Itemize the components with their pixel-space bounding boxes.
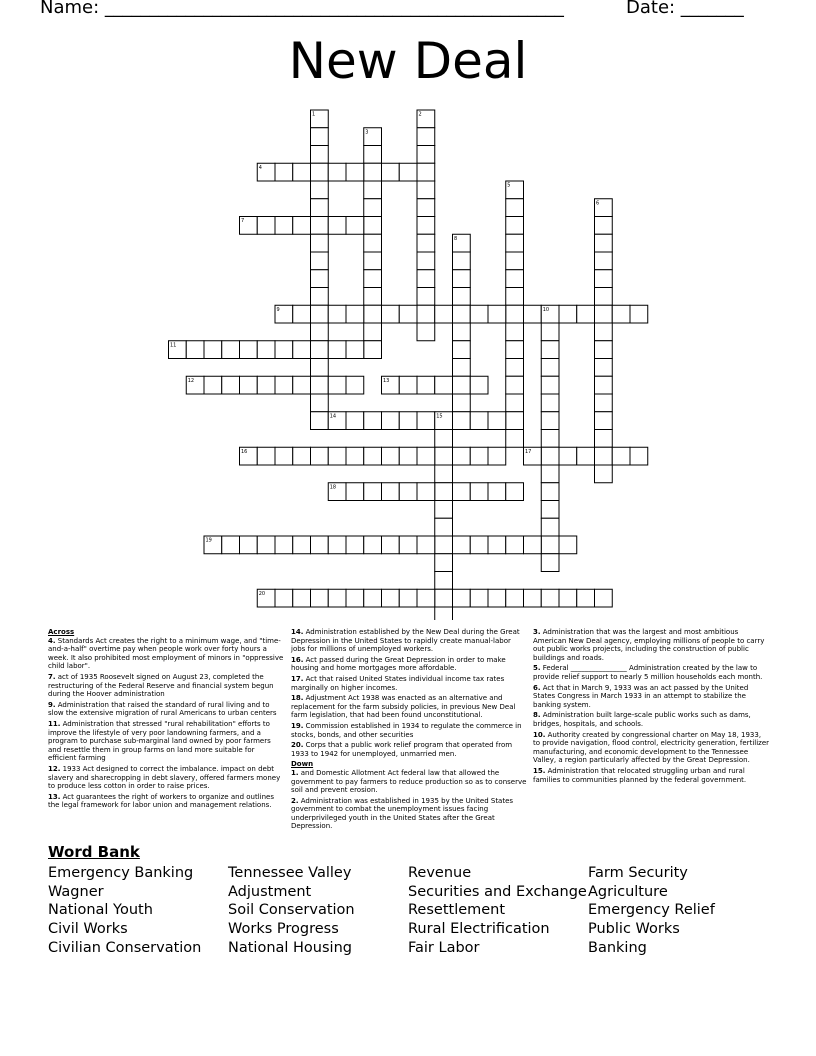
crossword-cell[interactable] — [311, 341, 329, 359]
crossword-cell[interactable] — [382, 483, 400, 501]
crossword-cell[interactable] — [417, 217, 435, 235]
crossword-cell[interactable] — [382, 589, 400, 607]
crossword-cell[interactable] — [541, 412, 559, 430]
clues-column-3 — [533, 628, 769, 786]
crossword-cell[interactable] — [293, 163, 311, 181]
crossword-cell[interactable] — [275, 163, 293, 181]
crossword-cell[interactable] — [328, 536, 346, 554]
clue-number-label: 17 — [525, 448, 532, 455]
crossword-cell[interactable] — [364, 589, 382, 607]
crossword-cell[interactable] — [506, 394, 524, 412]
crossword-cell[interactable] — [595, 270, 613, 288]
crossword-cell[interactable] — [311, 270, 329, 288]
word-bank-item: Emergency Relief — [588, 902, 715, 919]
crossword-cell[interactable] — [364, 181, 382, 199]
crossword-cell[interactable] — [417, 447, 435, 465]
word-bank-item: Emergency Banking — [48, 865, 194, 881]
crossword-cell[interactable] — [399, 376, 417, 394]
crossword-cell[interactable] — [453, 483, 471, 501]
clue-number-label: 8 — [454, 235, 458, 242]
crossword-cell[interactable] — [346, 376, 364, 394]
crossword-cell[interactable] — [417, 199, 435, 217]
crossword-cell[interactable] — [311, 199, 329, 217]
crossword-cell[interactable] — [506, 217, 524, 235]
crossword-cell[interactable] — [435, 501, 453, 519]
clue-number-label: 4 — [258, 164, 262, 171]
crossword-cell[interactable] — [524, 589, 542, 607]
crossword-cell[interactable] — [453, 394, 471, 412]
crossword-cell[interactable] — [382, 163, 400, 181]
crossword-cell[interactable] — [435, 430, 453, 448]
word-bank-item: Civilian Conservation — [48, 939, 202, 956]
crossword-cell[interactable] — [311, 146, 329, 164]
crossword-cell[interactable] — [435, 465, 453, 483]
crossword-cell[interactable] — [311, 163, 329, 181]
crossword-cell[interactable] — [595, 412, 613, 430]
crossword-cell[interactable] — [382, 447, 400, 465]
crossword-cell[interactable] — [453, 252, 471, 270]
crossword-cell[interactable] — [506, 359, 524, 377]
crossword-cell[interactable] — [470, 412, 488, 430]
crossword-cell[interactable] — [257, 447, 275, 465]
crossword-cell[interactable] — [311, 536, 329, 554]
crossword-cell[interactable] — [470, 305, 488, 323]
clue-down-5: 5. Federal ________________ Administration created by the law to provide relief support to nearly 5 million households each month. — [533, 664, 763, 681]
crossword-cell[interactable] — [311, 128, 329, 146]
crossword-cell[interactable] — [541, 430, 559, 448]
crossword-cell[interactable] — [435, 554, 453, 572]
crossword-cell[interactable] — [417, 483, 435, 501]
crossword-cell[interactable] — [364, 341, 382, 359]
crossword-cell[interactable] — [541, 376, 559, 394]
crossword-cell[interactable] — [435, 376, 453, 394]
crossword-cell[interactable] — [257, 341, 275, 359]
crossword-cell[interactable] — [559, 536, 577, 554]
crossword-cell[interactable] — [328, 217, 346, 235]
crossword-cell[interactable] — [435, 305, 453, 323]
clue-number-label: 7 — [241, 218, 245, 224]
word-bank-item: Resettlement — [408, 902, 506, 919]
crossword-cell[interactable] — [470, 536, 488, 554]
word-bank-item: Revenue — [408, 865, 472, 881]
crossword-cell[interactable] — [506, 288, 524, 306]
crossword-cell[interactable] — [364, 323, 382, 341]
crossword-cell[interactable] — [293, 217, 311, 235]
crossword-cell[interactable] — [382, 412, 400, 430]
crossword-cell[interactable] — [453, 412, 471, 430]
crossword-cell[interactable] — [541, 394, 559, 412]
word-bank-item: Works Progress — [228, 921, 339, 938]
crossword-cell[interactable] — [595, 465, 613, 483]
crossword-cell[interactable] — [293, 589, 311, 607]
crossword-cell[interactable] — [311, 288, 329, 306]
crossword-cell[interactable] — [595, 341, 613, 359]
crossword-cell[interactable] — [311, 181, 329, 199]
crossword-cell[interactable] — [453, 376, 471, 394]
word-bank-item: Civil Works — [48, 921, 128, 938]
crossword-cell[interactable] — [506, 430, 524, 448]
crossword-cell[interactable] — [328, 163, 346, 181]
clue-across-7: 7. act of 1935 Roosevelt signed on August 23, completed the restructuring of the Federal Reserve and financial system begun during the Hoover administration — [48, 672, 274, 699]
crossword-cell[interactable] — [346, 483, 364, 501]
word-bank-item: Fair Labor — [408, 939, 480, 956]
crossword-cell[interactable] — [364, 288, 382, 306]
clue-across-4: 4. Standards Act creates the right to a minimum wage, and "time-and-a-half" overtime pay when people work over forty hours a week. It also prohibited most employment of minors in "oppressive child labor". — [48, 636, 284, 671]
clue-across-18: 18. Adjustment Act 1938 was enacted as an alternative and replacement for the farm subsidy policies, in previous New Deal farm legislation, that had been found unconstitutional. — [291, 694, 516, 720]
crossword-cell[interactable] — [311, 359, 329, 377]
crossword-cell[interactable] — [417, 288, 435, 306]
word-bank-column — [48, 864, 201, 958]
crossword-cell[interactable] — [417, 305, 435, 323]
crossword-cell[interactable] — [204, 376, 222, 394]
crossword-cell[interactable] — [222, 376, 240, 394]
crossword-cell[interactable] — [524, 305, 542, 323]
crossword-cell[interactable] — [346, 163, 364, 181]
clue-number-label: 20 — [258, 590, 266, 597]
crossword-cell[interactable] — [541, 465, 559, 483]
crossword-cell[interactable] — [275, 217, 293, 235]
crossword-cell[interactable] — [257, 376, 275, 394]
crossword-cell[interactable] — [275, 341, 293, 359]
crossword-cell[interactable] — [453, 447, 471, 465]
crossword-cell[interactable] — [453, 536, 471, 554]
word-bank-column — [228, 864, 355, 958]
crossword-cell[interactable] — [453, 359, 471, 377]
clue-number-label: 11 — [170, 342, 177, 349]
clue-number-label: 1 — [312, 111, 316, 118]
crossword-cell[interactable] — [488, 412, 506, 430]
crossword-cell[interactable] — [257, 217, 275, 235]
crossword-cell[interactable] — [577, 589, 595, 607]
crossword-cell[interactable] — [346, 341, 364, 359]
crossword-cell[interactable] — [559, 305, 577, 323]
crossword-cell[interactable] — [311, 252, 329, 270]
crossword-cell[interactable] — [435, 589, 453, 607]
clue-number-label: 5 — [507, 182, 511, 189]
clue-down-1: 1. and Domestic Allotment Act federal law that allowed the government to pay farmers to reduce production so as to conserve soil and prevent erosion. — [291, 768, 527, 795]
crossword-cell[interactable] — [488, 536, 506, 554]
crossword-cell[interactable] — [506, 589, 524, 607]
crossword-cell[interactable] — [311, 217, 329, 235]
crossword-cell[interactable] — [506, 323, 524, 341]
crossword-cell[interactable] — [346, 305, 364, 323]
crossword-cell[interactable] — [506, 270, 524, 288]
crossword-cell[interactable] — [328, 341, 346, 359]
crossword-cell[interactable] — [240, 536, 258, 554]
crossword-cell[interactable] — [577, 305, 595, 323]
across-heading: Across — [48, 628, 75, 636]
clue-number-label: 13 — [383, 377, 390, 384]
crossword-cell[interactable] — [541, 589, 559, 607]
clue-down-10: 10. Authority created by congressional charter on May 18, 1933, to provide navigation, flood control, electricity generation, fertilizer manufacturing, and economic development to the Tennessee Valley, a region particularly affected by the Great Depression. — [533, 730, 770, 765]
word-bank-item: National Youth — [48, 902, 153, 919]
crossword-cell[interactable] — [506, 199, 524, 217]
crossword-cell[interactable] — [506, 234, 524, 252]
crossword-cell[interactable] — [470, 589, 488, 607]
crossword-cell[interactable] — [240, 341, 258, 359]
crossword-cell[interactable] — [399, 305, 417, 323]
crossword-cell[interactable] — [595, 323, 613, 341]
word-bank-item: Banking — [588, 939, 647, 956]
crossword-cell[interactable] — [541, 483, 559, 501]
crossword-cell[interactable] — [524, 536, 542, 554]
crossword-cell[interactable] — [453, 288, 471, 306]
crossword-cell[interactable] — [453, 305, 471, 323]
crossword-cell[interactable] — [595, 394, 613, 412]
crossword-cell[interactable] — [559, 447, 577, 465]
crossword-cell[interactable] — [328, 305, 346, 323]
crossword-cell[interactable] — [506, 536, 524, 554]
crossword-cell[interactable] — [311, 447, 329, 465]
crossword-cell[interactable] — [630, 305, 648, 323]
crossword-cell[interactable] — [417, 128, 435, 146]
word-bank-item: National Housing — [228, 939, 352, 956]
crossword-cell[interactable] — [595, 376, 613, 394]
crossword-cell[interactable] — [453, 589, 471, 607]
down-heading: Down — [291, 760, 314, 769]
crossword-cell[interactable] — [399, 483, 417, 501]
clue-across-20: 20. Corps that a public work relief program that operated from 1933 to 1942 for unemployed, unmarried men. — [291, 741, 513, 758]
clue-down-6: 6. Act that in March 9, 1933 was an act passed by the United States Congress in March 1933 in an attempt to stabilize the banking system. — [533, 683, 749, 709]
crossword-cell[interactable] — [435, 447, 453, 465]
crossword-cell[interactable] — [293, 341, 311, 359]
crossword-cell[interactable] — [311, 323, 329, 341]
word-bank-item: Securities and Exchange — [408, 883, 587, 900]
crossword-cell[interactable] — [417, 181, 435, 199]
crossword-cell[interactable] — [595, 430, 613, 448]
clue-number-label: 9 — [276, 306, 280, 313]
word-bank-title: Word Bank — [48, 843, 140, 861]
crossword-cell[interactable] — [470, 483, 488, 501]
crossword-cell[interactable] — [577, 447, 595, 465]
crossword-cell[interactable] — [275, 376, 293, 394]
crossword-cell[interactable] — [595, 234, 613, 252]
clue-across-12: 12. 1933 Act designed to correct the imbalance. impact on debt slavery and sharecropping in debt slavery, offered farmers money to produce less cotton in order to raise prices. — [48, 764, 281, 791]
crossword-cell[interactable] — [488, 589, 506, 607]
crossword-cell[interactable] — [417, 252, 435, 270]
crossword-cell[interactable] — [240, 376, 258, 394]
word-bank-column — [588, 864, 715, 958]
crossword-cell[interactable] — [470, 447, 488, 465]
crossword-cell[interactable] — [417, 536, 435, 554]
crossword-cell[interactable] — [595, 589, 613, 607]
clue-down-2: 2. Administration was established in 1935 by the United States government to combat the unemployment issues facing underprivileged youth in the United States after the Great Depression. — [291, 796, 514, 831]
crossword-cell[interactable] — [453, 341, 471, 359]
crossword-cell[interactable] — [541, 501, 559, 519]
clue-number-label: 6 — [596, 200, 600, 207]
crossword-cell[interactable] — [346, 412, 364, 430]
crossword-cell[interactable] — [417, 589, 435, 607]
crossword-cell[interactable] — [488, 305, 506, 323]
crossword-cell[interactable] — [364, 234, 382, 252]
clue-number-label: 18 — [329, 484, 337, 491]
clue-number-label: 3 — [365, 129, 369, 136]
word-bank-item: Public Works — [588, 921, 680, 938]
word-bank-item: Soil Conservation — [228, 902, 355, 919]
crossword-cell[interactable] — [541, 536, 559, 554]
crossword-cell[interactable] — [435, 607, 453, 620]
crossword-cell[interactable] — [506, 376, 524, 394]
crossword-cell[interactable] — [364, 163, 382, 181]
crossword-cell[interactable] — [311, 234, 329, 252]
crossword-cell[interactable] — [417, 323, 435, 341]
crossword-cell[interactable] — [346, 536, 364, 554]
crossword-cell[interactable] — [364, 412, 382, 430]
crossword-cell[interactable] — [346, 589, 364, 607]
clues-column-2 — [291, 628, 527, 833]
crossword-cell[interactable] — [470, 376, 488, 394]
crossword-cell[interactable] — [541, 447, 559, 465]
crossword-cell[interactable] — [541, 518, 559, 536]
clue-number-label: 15 — [436, 413, 443, 420]
crossword-cell[interactable] — [417, 376, 435, 394]
crossword-cell[interactable] — [328, 447, 346, 465]
clue-number-label: 12 — [187, 377, 195, 384]
crossword-cell[interactable] — [311, 376, 329, 394]
crossword-cell[interactable] — [506, 252, 524, 270]
crossword-cell[interactable] — [612, 447, 630, 465]
crossword-cell[interactable] — [364, 270, 382, 288]
crossword-cell[interactable] — [595, 288, 613, 306]
clue-number-label: 16 — [241, 448, 248, 455]
crossword-cell[interactable] — [364, 199, 382, 217]
crossword-cell[interactable] — [559, 589, 577, 607]
crossword-cell[interactable] — [595, 359, 613, 377]
crossword-cell[interactable] — [222, 341, 240, 359]
crossword-cell[interactable] — [506, 412, 524, 430]
crossword-cell[interactable] — [293, 536, 311, 554]
clue-across-9: 9. Administration that raised the standard of rural living and to slow the extensive migration of rural Americans to urban centers — [48, 700, 277, 718]
crossword-cell[interactable] — [541, 359, 559, 377]
crossword-cell[interactable] — [630, 447, 648, 465]
crossword-cell[interactable] — [311, 305, 329, 323]
crossword-cell[interactable] — [204, 341, 222, 359]
crossword-cell[interactable] — [595, 252, 613, 270]
crossword-cell[interactable] — [595, 447, 613, 465]
clue-down-8: 8. Administration built large-scale public works such as dams, bridges, hospitals, and schools. — [533, 711, 751, 728]
crossword-cell[interactable] — [275, 536, 293, 554]
clue-across-17: 17. Act that raised United States individual income tax rates marginally on higher incomes. — [291, 674, 505, 692]
crossword-cell[interactable] — [328, 376, 346, 394]
clue-across-13: 13. Act guarantees the right of workers to organize and outlines the legal framework for labor union and management relations. — [48, 792, 274, 810]
crossword-cell[interactable] — [364, 217, 382, 235]
clues-column-1 — [48, 628, 284, 812]
crossword-cell[interactable] — [328, 589, 346, 607]
crossword-cell[interactable] — [275, 589, 293, 607]
clue-down-3: 3. Administration that was the largest and most ambitious American New Deal agency, employing millions of people to carry out public works projects, including the construction of public buildings and roads. — [533, 628, 765, 662]
crossword-cell[interactable] — [293, 447, 311, 465]
crossword-cell[interactable] — [293, 376, 311, 394]
crossword-cell[interactable] — [399, 536, 417, 554]
clue-number-label: 10 — [542, 306, 550, 313]
crossword-cell[interactable] — [417, 234, 435, 252]
crossword-cell[interactable] — [275, 447, 293, 465]
crossword-cell[interactable] — [399, 447, 417, 465]
crossword-cell[interactable] — [399, 412, 417, 430]
crossword-cell[interactable] — [364, 252, 382, 270]
crossword-cell[interactable] — [311, 412, 329, 430]
crossword-cell[interactable] — [417, 163, 435, 181]
crossword-cell[interactable] — [311, 394, 329, 412]
crossword-cell[interactable] — [399, 163, 417, 181]
crossword-cell[interactable] — [488, 483, 506, 501]
crossword-cell[interactable] — [595, 305, 613, 323]
word-bank-item: Tennessee Valley — [228, 865, 352, 881]
crossword-cell[interactable] — [541, 323, 559, 341]
crossword-cell[interactable] — [506, 341, 524, 359]
crossword-cell[interactable] — [612, 305, 630, 323]
crossword-cell[interactable] — [257, 536, 275, 554]
crossword-cell[interactable] — [382, 305, 400, 323]
crossword-cell[interactable] — [346, 217, 364, 235]
crossword-cell[interactable] — [595, 217, 613, 235]
crossword-cell[interactable] — [417, 270, 435, 288]
clue-across-11: 11. Administration that stressed "rural rehabilitation" efforts to improve the lifestyle of very poor landowning farmers, and a program to purchase sub-marginal land owned by poor farmers and resettle them in group farms on land more suitable for efficient farming — [48, 719, 271, 763]
word-bank-item: Agriculture — [588, 883, 668, 900]
crossword-cell[interactable] — [541, 341, 559, 359]
word-bank-item: Adjustment — [228, 883, 312, 900]
crossword-cell[interactable] — [506, 483, 524, 501]
word-bank-item: Rural Electrification — [408, 921, 550, 938]
crossword-cell[interactable] — [293, 305, 311, 323]
word-bank-column — [408, 864, 587, 958]
clue-number-label: 14 — [329, 413, 337, 420]
crossword-cell[interactable] — [453, 270, 471, 288]
word-bank-item: Wagner — [48, 883, 104, 900]
crossword-cell[interactable] — [186, 341, 204, 359]
crossword-cell[interactable] — [364, 536, 382, 554]
date-field-label: Date: _______ — [626, 0, 744, 18]
clue-across-19: 19. Commission established in 1934 to regulate the commerce in stocks, bonds, and other securities — [291, 721, 522, 739]
crossword-cell[interactable] — [364, 146, 382, 164]
clue-across-14: 14. Administration established by the New Deal during the Great Depression in the United States to rapidly create manual-labor jobs for millions of unemployed workers. — [291, 628, 520, 654]
crossword-cell[interactable] — [435, 483, 453, 501]
crossword-cell[interactable] — [364, 483, 382, 501]
crossword-cell[interactable] — [541, 554, 559, 572]
crossword-cell[interactable] — [435, 572, 453, 590]
crossword-cell[interactable] — [311, 589, 329, 607]
crossword-cell[interactable] — [364, 305, 382, 323]
crossword-cell[interactable] — [222, 536, 240, 554]
crossword-cell[interactable] — [417, 412, 435, 430]
crossword-cell[interactable] — [488, 447, 506, 465]
clue-down-15: 15. Administration that relocated struggling urban and rural families to communities planned by the federal government. — [533, 766, 747, 784]
word-bank-item: Farm Security — [588, 865, 688, 881]
clue-number-label: 19 — [205, 537, 212, 544]
crossword-cell[interactable] — [435, 536, 453, 554]
clue-across-16: 16. Act passed during the Great Depression in order to make housing and home mortgages more affordable. — [291, 655, 506, 673]
crossword-cell[interactable] — [506, 305, 524, 323]
crossword-cell[interactable] — [435, 518, 453, 536]
page-title: New Deal — [288, 32, 528, 90]
name-field-label: Name: ___________________________________________________ — [40, 0, 564, 18]
crossword-cell[interactable] — [382, 536, 400, 554]
crossword-cell[interactable] — [453, 323, 471, 341]
crossword-cell[interactable] — [364, 447, 382, 465]
crossword-cell[interactable] — [417, 146, 435, 164]
crossword-cell[interactable] — [399, 589, 417, 607]
clue-number-label: 2 — [418, 111, 422, 118]
crossword-cell[interactable] — [346, 447, 364, 465]
